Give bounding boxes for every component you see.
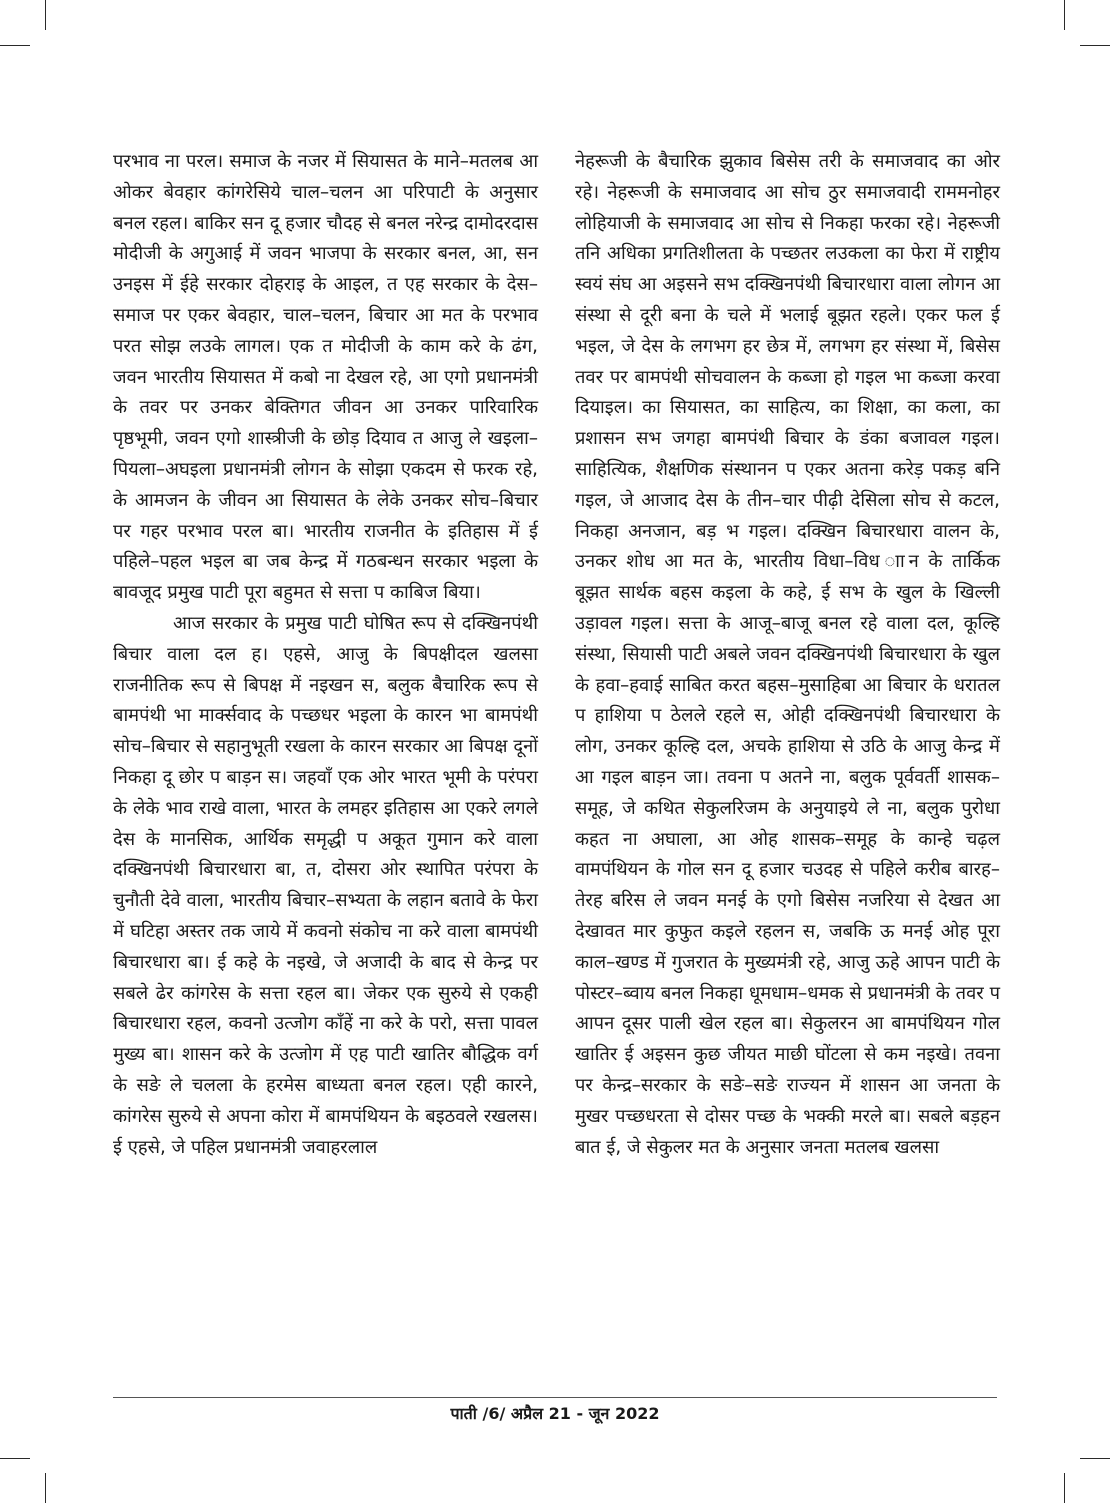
paragraph: आज सरकार के प्रमुख पाटी घोषित रूप से दक्खिनपंथी बिचार वाला दल ह। एहसे, आजु के बिपक्षीदल खलसा राजनीतिक रूप से बिपक्ष में नइखन स, बलुक बैचारिक रूप से बामपंथी भा मार्क्सवाद के पच्छधर भइला के कारन भा बामपंथी सोच–बिचार से सहानुभूती रखला के कारन सरकार आ बिपक्ष दूनों निकहा दू छोर प बाड़न स। जहवाँ एक ओर भारत भूमी के परंपरा के लेके भाव राखे वाला, भारत के लमहर इतिहास आ एकरे लगले देस के मानसिक, आर्थिक समृद्धी प अकूत गुमान करे वाला दक्खिनपंथी बिचारधारा बा, त, दोसरा ओर स्थापित परंपरा के चुनौती देवे वाला, भारतीय बिचार–सभ्यता के लहान बतावे के फेरा में घटिहा अस्तर तक जाये में कवनो संकोच ना करे वाला बामपंथी बिचारधारा बा। ई कहे के नइखे, जे अजादी के बाद से केन्द्र पर सबले ढेर कांगरेस के सत्ता रहल बा। जेकर एक सुरुये से एकही बिचारधारा रहल, कवनो उत्जोग काँहें ना करे के परो, सत्ता पावल मुख्य बा। शासन करे के उत्जोग में एह पाटी खातिर बौद्धिक वर्ग के सङे ले चलला के हरमेस बाध्यता बनल रहल। एही कारने, कांगरेस सुरुये से अपना कोरा में बामपंथियन के बइठवले रखलस। ई एहसे, जे पहिल प्रधानमंत्री जवाहरलाल [113, 612, 538, 1158]
crop-mark-bottom-right-h [1080, 1458, 1110, 1459]
paragraph: नेहरूजी के बैचारिक झुकाव बिसेस तरी के समाजवाद का ओर रहे। नेहरूजी के समाजवाद आ सोच ठुर समाजवादी राममनोहर लोहियाजी के समाजवाद आ सोच से निकहा फरका रहे। नेहरूजी तनि अधिका प्रगतिशीलता के पच्छतर लउकला का फेरा में राष्ट्रीय स्वयं संघ आ अइसने सभ दक्खिनपंथी बिचारधारा वाला लोगन आ संस्था से दूरी बना के चले में भलाई बूझत रहले। एकर फल ई भइल, जे देस के लगभग हर छेत्र में, लगभग हर संस्था में, बिसेस तवर पर बामपंथी सोचवालन के कब्जा हो गइल भा कब्जा करवा दियाइल। का सियासत, का साहित्य, का शिक्षा, का कला, का प्रशासन सभ जगहा बामपंथी बिचार के डंका बजावल गइल। साहित्यिक, शैक्षणिक संस्थानन प एकर अतना करेड़ पकड़ बनि गइल, जे आजाद देस के तीन–चार पीढ़ी देसिला सोच से कटल, निकहा अनजान, बड़ भ गइल। दक्खिन बिचारधारा वालन के, उनकर शोध आ मत के, भारतीय विधा–विध ाान के तार्किक बूझत सार्थक बहस कइला के कहे, ई सभ के खुल के खिल्ली उड़ावल गइल। सत्ता के आजू–बाजू बनल रहे वाला दल, कूल्हि संस्था, सियासी पाटी अबले जवन दक्खिनपंथी बिचारधारा के खुल के हवा–हवाई साबित करत बहस–मुसाहिबा आ बिचार के धरातल प हाशिया प ठेलले रहले स, ओही दक्खिनपंथी बिचारधारा के लोग, उनकर कूल्हि दल, अचके हाशिया से उठि के आजु केन्द्र में आ गइल बाड़न जा। तवना प अतने ना, बलुक पूर्ववर्ती शासक–समूह, जे कथित सेकुलरिजम के अनुयाइये ले ना, बलुक पुरोधा कहत ना अघाला, आ ओह शासक–समूह के कान्हे चढ़ल वामपंथियन के गोल सन दू हजार चउदह से पहिले करीब बारह–तेरह बरिस ले जवन मनई के एगो बिसेस नजरिया से देखत आ देखावत मार कुफुत कइले रहलन स, जबकि ऊ मनई ओह पूरा काल–खण्ड में गुजरात के मुख्यमंत्री रहे, आजु ऊहे आपन पाटी के पोस्टर–ब्वाय बनल निकहा धूमधाम–धमक से प्रधानमंत्री के तवर प आपन दूसर पाली खेल रहल बा। सेकुलरन आ बामपंथियन गोल खातिर ई अइसन कुछ जीयत माछी घोंटला से कम नइखे। तवना पर केन्द्र–सरकार के सङे–सङे राज्यन में शासन आ जनता के मुखर पच्छधरता से दोसर पच्छ के भक्की मरले बा। सबले बड़हन बात ई, जे सेकुलर मत के अनुसार जनता मतलब खलसा [575, 151, 1000, 1158]
paragraph: परभाव ना परल। समाज के नजर में सियासत के माने–मतलब आ ओकर बेवहार कांगरेसिये चाल–चलन आ परिपाटी के अनुसार बनल रहल। बाकिर सन दू हजार चौदह से बनल नरेन्द्र दामोदरदास मोदीजी के अगुआई में जवन भाजपा के सरकार बनल, आ, सन उनइस में ईहे सरकार दोहराइ के आइल, त एह सरकार के देस–समाज पर एकर बेवहार, चाल–चलन, बिचार आ मत के परभाव परत सोझ लउके लागल। एक त मोदीजी के काम करे के ढंग, जवन भारतीय सियासत में कबो ना देखल रहे, आ एगो प्रधानमंत्री के तवर पर उनकर बेक्तिगत जीवन आ उनकर पारिवारिक पृष्ठभूमी, जवन एगो शास्त्रीजी के छोड़ दियाव त आजु ले खइला–पियला–अघइला प्रधानमंत्री लोगन के सोझा एकदम से फरक रहे, के आमजन के जीवन आ सियासत के लेके उनकर सोच–बिचार पर गहर परभाव परल बा। भारतीय राजनीत के इतिहास में ई पहिले–पहल भइल बा जब केन्द्र में गठबन्धन सरकार भइला के बावजूद प्रमुख पाटी पूरा बहुमत से सत्ता प काबिज बिया। [113, 151, 538, 604]
footer-rule [113, 1397, 997, 1398]
crop-mark-bottom-right-v [1064, 1473, 1065, 1503]
article-column-right [575, 147, 1000, 1163]
crop-mark-bottom-left-v [45, 1473, 46, 1503]
crop-mark-top-right-h [1080, 45, 1110, 46]
crop-mark-top-left-h [0, 45, 30, 46]
page-footer: पाती /6/ अप्रैल 21 - जून 2022 [450, 1404, 660, 1423]
article-column-left [113, 147, 538, 1163]
crop-mark-top-right-v [1064, 0, 1065, 30]
crop-mark-top-left-v [45, 0, 46, 30]
crop-mark-bottom-left-h [0, 1458, 30, 1459]
